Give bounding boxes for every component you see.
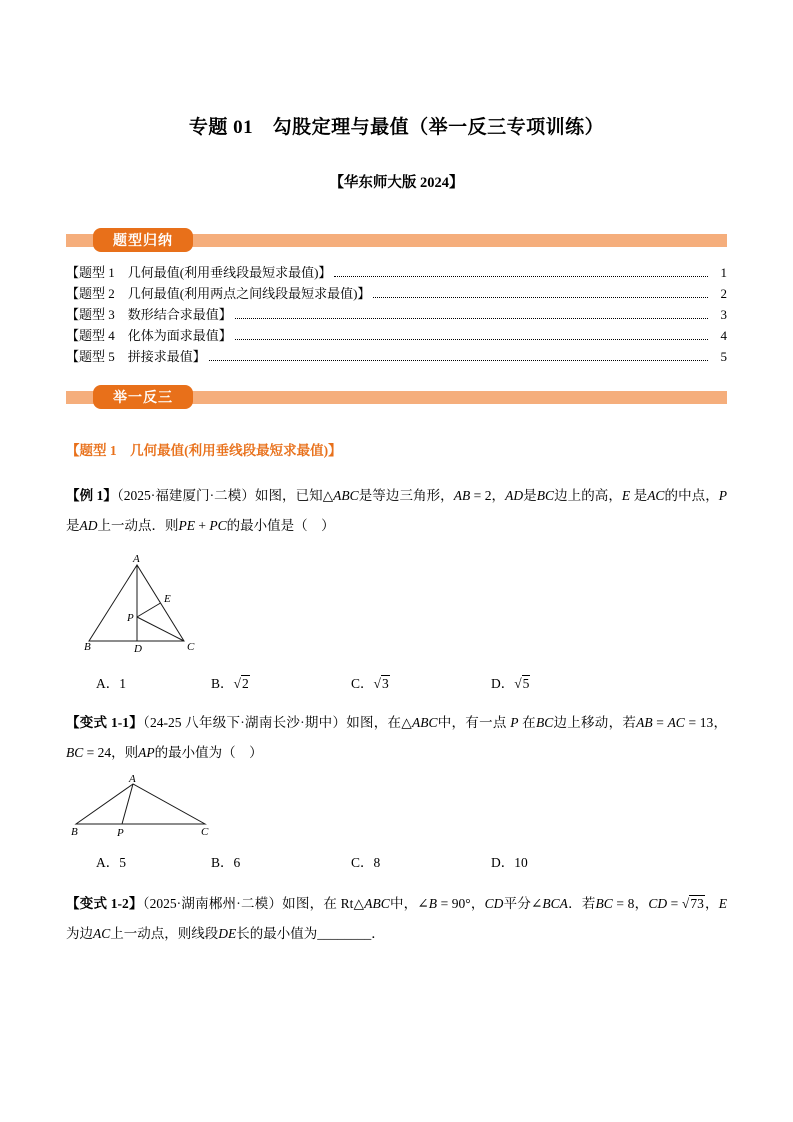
variant11-options-row [66,851,727,871]
figure1-label-p: P [127,612,134,624]
figure1-label-e: E [164,593,171,605]
toc-leader [235,339,708,340]
variant11-problem-text: 【变式 1-1】（24-25 八年级下·湖南长沙·期中）如图，在△ABC中，有一点 P 在BC边上移动，若AB = AC = 13，BC = 24，则AP的最小值为（ ） [66,715,728,760]
figure1-label-d: D [134,643,142,653]
toc-page-number: 3 [720,307,727,322]
option-a: A．1 [96,676,126,691]
figure-equilateral-triangle [84,553,727,658]
section-band-practice [66,385,727,409]
toc-item-label: 【题型 3 数形结合求最值】 [66,307,232,322]
figure2-label-b: B [71,826,78,836]
option-d: D．10 [491,855,528,870]
toc-page-number: 1 [720,265,727,280]
toc-item-label: 【题型 2 几何最值(利用两点之间线段最短求最值)】 [66,286,371,301]
variant12-problem-text: 【变式 1-2】（2025·湖南郴州·二模）如图，在 Rt△ABC中，∠B = 90°，CD平分∠BCA．若BC = 8，CD = √73，E 为边AC上一动点，则线段DE长的最小值为________． [66,896,728,941]
figure-isosceles-triangle [70,774,727,841]
toc-leader [373,297,708,298]
toc-leader [235,318,708,319]
figure1-label-c: C [187,641,195,653]
type1-section-heading: 【题型 1 几何最值(利用垂线段最短求最值)】 [66,443,342,458]
option-b: B．√2 [211,676,249,691]
figure1-label-a: A [133,553,140,565]
page-title: 专题 01 勾股定理与最值（举一反三专项训练） [188,117,605,138]
section-band-types [66,228,727,252]
toc-page-number: 5 [720,349,727,364]
practice-badge: 举一反三 [93,385,193,409]
toc-item-label: 【题型 1 几何最值(利用垂线段最短求最值)】 [66,265,332,280]
page-subtitle: 【华东师大版 2024】 [329,175,464,191]
option-a: A．5 [96,855,126,870]
toc-item-2[interactable] [66,283,727,304]
figure2-label-c: C [201,826,209,836]
example1-options-row [66,672,727,692]
types-badge: 题型归纳 [93,228,193,252]
option-d: D．√5 [491,676,530,691]
figure2-label-a: A [129,774,136,785]
toc-page-number: 4 [720,328,727,343]
toc-item-5[interactable] [66,346,727,367]
option-c: C．√3 [351,676,389,691]
figure1-label-b: B [84,641,91,653]
figure1-svg [84,553,202,653]
toc-item-1[interactable] [66,262,727,283]
option-c: C．8 [351,855,381,870]
toc-item-3[interactable] [66,304,727,325]
toc-item-label: 【题型 4 化体为面求最值】 [66,328,232,343]
toc-item-4[interactable] [66,325,727,346]
figure2-svg [70,774,215,836]
toc-item-label: 【题型 5 拼接求最值】 [66,349,206,364]
figure2-label-p: P [117,827,124,836]
toc-leader [334,276,708,277]
option-b: B．6 [211,855,241,870]
example1-problem-text: 【例 1】（2025·福建厦门·二模）如图，已知△ABC是等边三角形，AB = 2，AD是BC边上的高，E 是AC的中点，P 是AD上一动点．则PE + PC的最小值是（ ） [66,488,728,533]
toc-page-number: 2 [720,286,727,301]
toc-leader [209,360,708,361]
table-of-contents [66,262,727,367]
